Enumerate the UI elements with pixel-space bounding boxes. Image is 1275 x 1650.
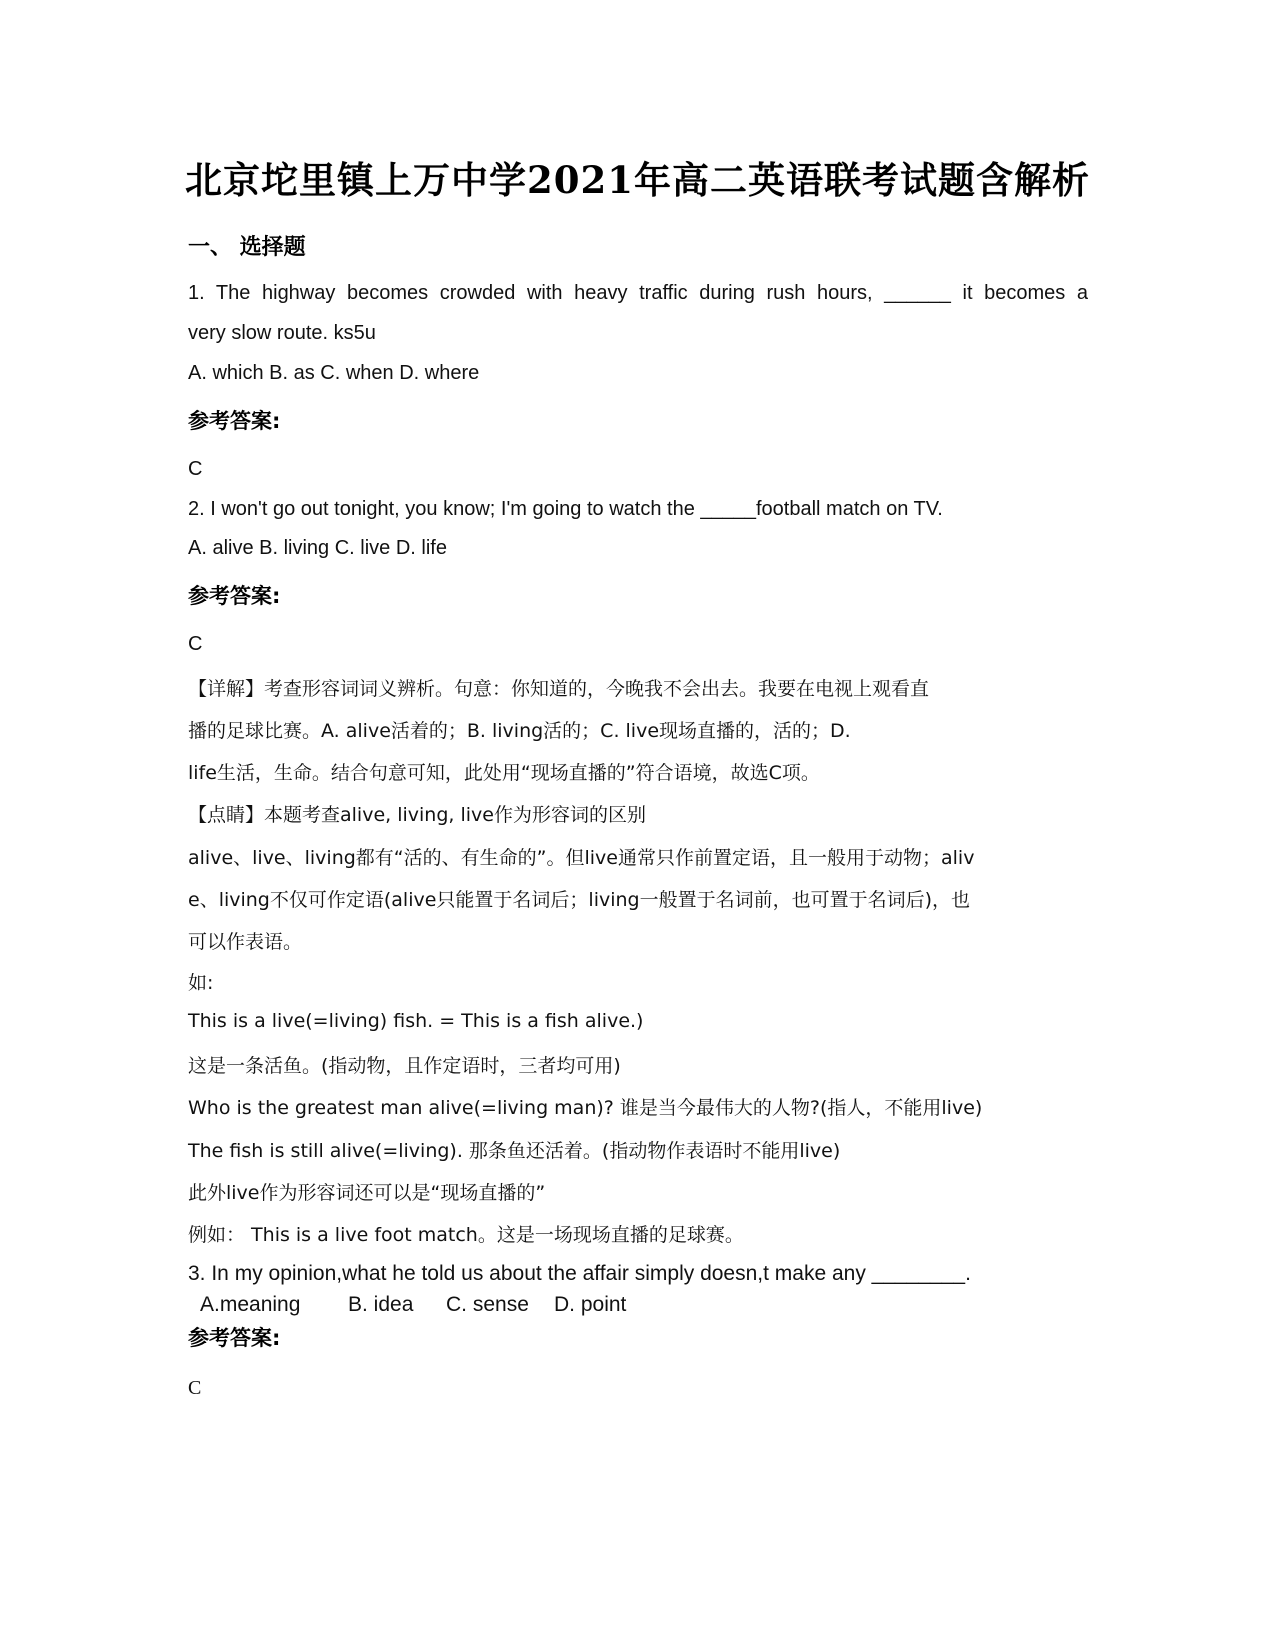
question-1-stem-line-2: very slow route. ks5u — [188, 322, 376, 344]
analysis-line-11: Who is the greatest man alive(=living man)? 谁是当今最伟大的人物?(指人，不能用live) — [188, 1097, 983, 1119]
analysis-line-8: 如: — [188, 972, 214, 994]
question-3-option-d: D. point — [554, 1293, 627, 1316]
question-2-answer: C — [188, 633, 203, 655]
question-2-stem: 2. I won't go out tonight, you know; I'm going to watch the _____football match on TV. — [188, 498, 943, 520]
analysis-line-14: 例如： This is a live foot match。这是一场现场直播的足球赛。 — [188, 1224, 744, 1246]
question-1-answer-heading: 参考答案: — [188, 409, 281, 433]
question-3-option-c: C. sense — [446, 1293, 529, 1316]
question-1-answer: C — [188, 458, 203, 480]
question-2-options: A. alive B. living C. live D. life — [188, 537, 447, 559]
analysis-line-13: 此外live作为形容词还可以是“现场直播的” — [188, 1182, 546, 1204]
analysis-line-7: 可以作表语。 — [188, 931, 303, 953]
question-3-answer-heading: 参考答案: — [188, 1326, 281, 1350]
question-1-options: A. which B. as C. when D. where — [188, 362, 480, 384]
section-heading: 一、 选择题 — [188, 235, 306, 260]
analysis-line-3: life生活，生命。结合句意可知，此处用“现场直播的”符合语境，故选C项。 — [188, 762, 820, 784]
question-3-answer: C — [188, 1377, 202, 1399]
analysis-line-4: 【点睛】本题考查alive, living, live作为形容词的区别 — [188, 804, 646, 826]
question-1-stem-line-1: 1. The highway becomes crowded with heavy traffic during rush hours, ______ it becomes a — [188, 282, 1088, 304]
analysis-line-6: e、living不仅可作定语(alive只能置于名词后；living一般置于名词前，也可置于名词后)，也 — [188, 889, 971, 911]
question-3-option-b: B. idea — [348, 1293, 414, 1316]
question-3-stem: 3. In my opinion,what he told us about the affair simply doesn,t make any ________. — [188, 1262, 971, 1285]
analysis-line-12: The fish is still alive(=living). 那条鱼还活着。(指动物作表语时不能用live) — [188, 1140, 841, 1162]
question-3-option-a: A.meaning — [200, 1293, 301, 1316]
analysis-line-1: 【详解】考查形容词词义辨析。句意：你知道的，今晚我不会出去。我要在电视上观看直 — [188, 678, 930, 700]
analysis-line-2: 播的足球比赛。A. alive活着的；B. living活的；C. live现场直播的，活的；D. — [188, 720, 851, 742]
question-2-answer-heading: 参考答案: — [188, 584, 281, 608]
analysis-line-5: alive、live、living都有“活的、有生命的”。但live通常只作前置定语，且一般用于动物；aliv — [188, 847, 975, 869]
question-3-options — [200, 1293, 626, 1317]
analysis-line-10: 这是一条活鱼。(指动物，且作定语时，三者均可用) — [188, 1055, 621, 1077]
document-title: 北京坨里镇上万中学2021年高二英语联考试题含解析 — [185, 158, 1090, 202]
analysis-line-9: This is a live(=living) fish. = This is a fish alive.) — [188, 1010, 644, 1032]
